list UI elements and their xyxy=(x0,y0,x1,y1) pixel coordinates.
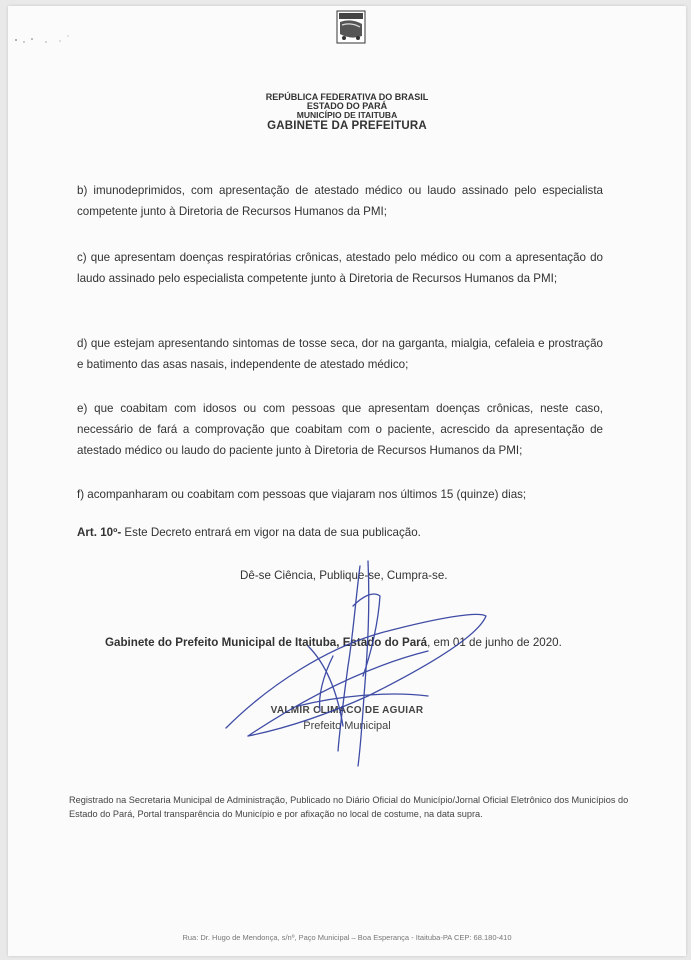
document-page xyxy=(8,6,686,956)
footer-address: Rua: Dr. Hugo de Mendonça, s/nº, Paço Municipal – Boa Esperança - Itaituba-PA CEP: 68.180-410 xyxy=(182,933,512,942)
item-e: e) que coabitam com idosos ou com pessoas que apresentam doenças crônicas, neste caso, necessário de fará a comprovação que coabitam com o paciente, acrescido da apresentação de atestado médico ou laudo do paciente junto à Diretoria de Recursos Humanos da PMI; xyxy=(77,402,603,457)
date-text: , em 01 de junho de 2020. xyxy=(427,636,562,649)
place-and-date xyxy=(105,636,562,649)
municipal-crest-icon xyxy=(336,10,366,44)
registration-note: Registrado na Secretaria Municipal de Administração, Publicado no Diário Oficial do Município/Jornal Oficial Eletrônico dos Municípios do Estado do Pará, Portal transparência do Município e por afixação no local de costume, na data supra. xyxy=(69,795,629,819)
place-bold: Gabinete do Prefeito Municipal de Itaituba, Estado do Pará xyxy=(105,636,428,649)
header-office-title: GABINETE DA PREFEITURA xyxy=(267,120,427,132)
item-f: f) acompanharam ou coabitam com pessoas que viajaram nos últimos 15 (quinze) dias; xyxy=(77,488,527,501)
article-10 xyxy=(77,526,421,539)
article-text: Este Decreto entrará em vigor na data de sua publicação. xyxy=(121,526,421,539)
item-c: c) que apresentam doenças respiratórias crônicas, atestado pelo médico ou com a apresentação do laudo assinado pelo especialista competente junto à Diretoria de Recursos Humanos da PMI; xyxy=(77,251,603,285)
header-line-3: MUNICÍPIO DE ITAITUBA xyxy=(296,110,398,120)
header-line-1: REPÚBLICA FEDERATIVA DO BRASIL xyxy=(265,92,429,102)
scan-specks xyxy=(8,6,128,66)
closing-formula: Dê-se Ciência, Publique-se, Cumpra-se. xyxy=(240,569,448,582)
header-line-2: ESTADO DO PARÁ xyxy=(306,101,388,111)
article-label: Art. 10º- xyxy=(77,526,122,539)
item-b: b) imunodeprimidos, com apresentação de atestado médico ou laudo assinado pelo especialista competente junto à Diretoria de Recursos Humanos da PMI; xyxy=(77,184,603,218)
signatory-role: Prefeito Municipal xyxy=(303,720,391,732)
item-d: d) que estejam apresentando sintomas de tosse seca, dor na garganta, mialgia, cefaleia e prostração e batimento das asas nasais, independente de atestado médico; xyxy=(77,337,603,371)
signatory-name: VALMIR CLIMACO DE AGUIAR xyxy=(270,705,424,716)
